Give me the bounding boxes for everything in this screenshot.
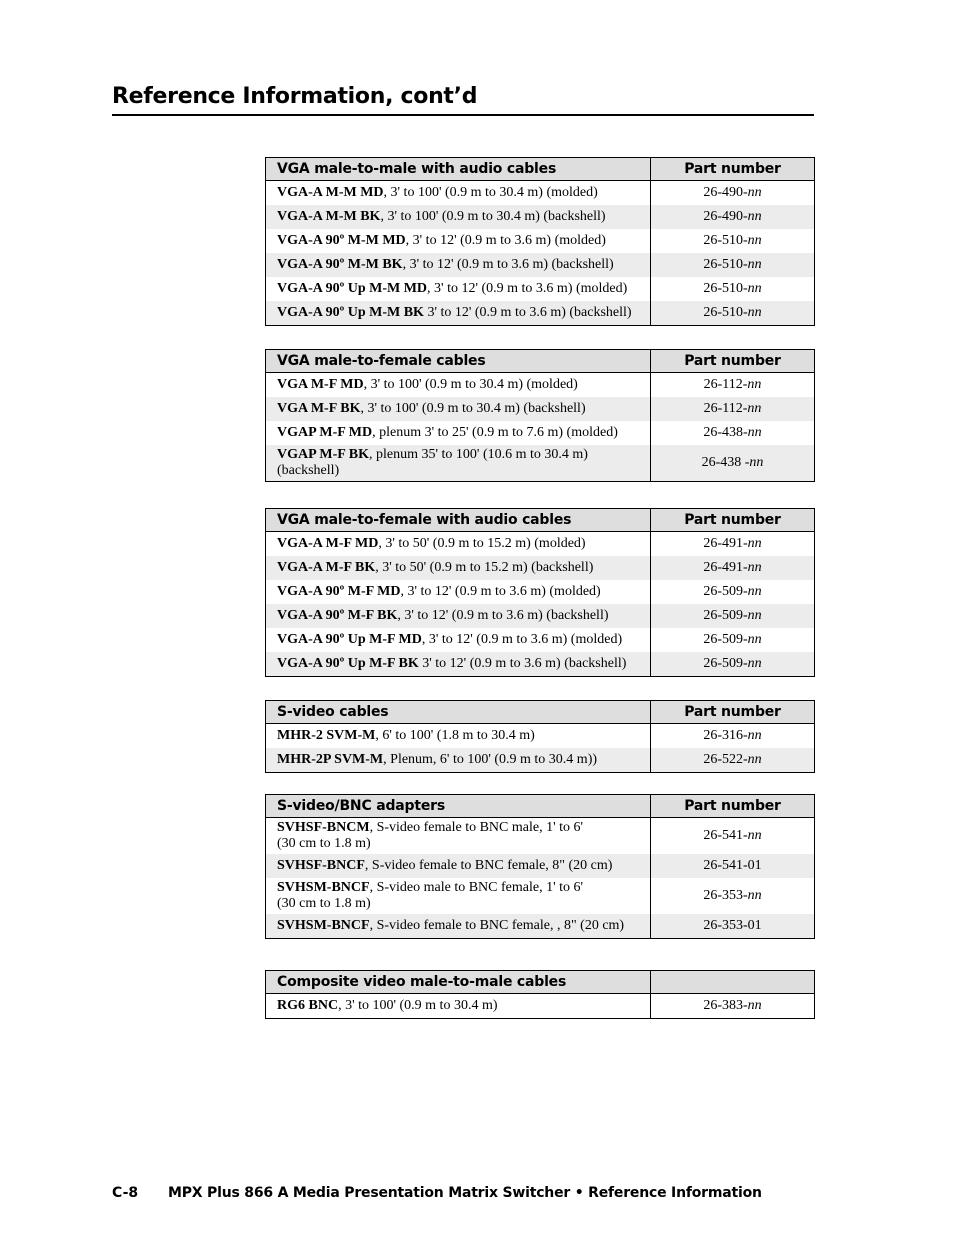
model-description: , S-video female to BNC female, 8" (20 cm) [364, 858, 613, 873]
model-name: VGA-A 90º Up M-M BK [277, 305, 424, 320]
model-description: , S-video male to BNC female, 1' to 6' [369, 880, 584, 895]
parts-table [265, 970, 815, 1019]
title-rule [112, 114, 814, 116]
part-number-suffix: nn [747, 377, 762, 392]
table-header: VGA male-to-female with audio cables [266, 509, 651, 532]
table-header: S-video cables [266, 701, 651, 724]
cable-description-cell [266, 253, 651, 277]
part-number-suffix: nn [747, 209, 762, 224]
model-description: , 3' to 12' (0.9 m to 3.6 m) (molded) [421, 632, 623, 647]
model-description: , plenum 35' to 100' (10.6 m to 30.4 m) (backshell) [277, 447, 588, 478]
part-number-cell [651, 556, 815, 580]
model-name: VGA-A 90º Up M-F BK [277, 656, 419, 671]
table-row [266, 580, 815, 604]
cable-description-cell [266, 229, 651, 253]
part-number: 26-491- [703, 536, 748, 551]
model-description: , 3' to 12' (0.9 m to 3.6 m) (backshell) [402, 257, 614, 272]
cable-description-cell [266, 628, 651, 652]
part-number-suffix: nn [747, 728, 762, 743]
part-number-header: Part number [651, 795, 815, 818]
part-number-cell [651, 914, 815, 939]
model-description: , 3' to 100' (0.9 m to 30.4 m) (molded) [383, 185, 598, 200]
part-number-cell [651, 604, 815, 628]
table-row [266, 373, 815, 398]
part-number-cell [651, 878, 815, 914]
part-number-suffix: nn [747, 560, 762, 575]
table-header: Composite video male-to-male cables [266, 971, 651, 994]
part-number-cell [651, 628, 815, 652]
model-description: , 3' to 12' (0.9 m to 3.6 m) (molded) [400, 584, 601, 599]
cable-description-cell [266, 301, 651, 326]
model-name: VGA-A 90º M-F MD [277, 584, 401, 599]
part-number-suffix: nn [747, 257, 762, 272]
cable-description-cell [266, 854, 651, 878]
table-header: VGA male-to-female cables [266, 350, 651, 373]
part-number-cell [651, 580, 815, 604]
model-name: MHR-2P SVM-M [277, 752, 384, 767]
part-number-suffix: nn [747, 401, 762, 416]
model-name: VGA M-F MD [277, 377, 364, 392]
model-name: VGA M-F BK [277, 401, 361, 416]
part-number-cell [651, 397, 815, 421]
part-number-suffix: nn [747, 305, 762, 320]
part-number: 26-316- [703, 728, 748, 743]
table-header: S-video/BNC adapters [266, 795, 651, 818]
table-row [266, 628, 815, 652]
model-name: VGA-A 90º M-F BK [277, 608, 398, 623]
part-number: 26-353- [703, 888, 748, 903]
model-name: VGA-A 90º Up M-M MD [277, 281, 428, 296]
part-number-cell [651, 277, 815, 301]
model-name: SVHSM-BNCF [277, 918, 370, 933]
cable-description-cell [266, 373, 651, 398]
part-number-cell [651, 229, 815, 253]
table-row [266, 277, 815, 301]
page-title: Reference Information, cont’d [112, 84, 478, 109]
model-description: , 3' to 12' (0.9 m to 3.6 m) (backshell) [397, 608, 609, 623]
part-number-cell [651, 301, 815, 326]
part-number-suffix: nn [749, 455, 764, 470]
model-description: , S-video female to BNC male, 1' to 6' [369, 820, 584, 835]
part-number: 26-490- [703, 209, 748, 224]
part-number: 26-383- [703, 998, 748, 1013]
part-number: 26-491- [703, 560, 748, 575]
part-number-suffix: nn [747, 752, 762, 767]
part-number: 26-509- [703, 584, 748, 599]
model-description: , 3' to 12' (0.9 m to 3.6 m) (molded) [427, 281, 628, 296]
part-number-cell [651, 445, 815, 482]
model-name: VGA-A 90º M-M MD [277, 233, 406, 248]
model-name: MHR-2 SVM-M [277, 728, 376, 743]
parts-table [265, 700, 815, 773]
table-row [266, 397, 815, 421]
table-row [266, 205, 815, 229]
model-name: RG6 BNC [277, 998, 339, 1013]
cable-description-cell [266, 748, 651, 773]
cable-description-cell [266, 994, 651, 1019]
part-number: 26-510- [703, 305, 748, 320]
part-number-cell [651, 818, 815, 855]
model-name: VGAP M-F BK [277, 447, 370, 462]
table-row [266, 604, 815, 628]
part-number: 26-510- [703, 257, 748, 272]
model-description: , 3' to 50' (0.9 m to 15.2 m) (molded) [378, 536, 586, 551]
table-row [266, 556, 815, 580]
cable-description-cell [266, 580, 651, 604]
model-description-line2: (30 cm to 1.8 m) [277, 896, 371, 911]
model-name: VGAP M-F MD [277, 425, 373, 440]
model-name: VGA-A M-F BK [277, 560, 376, 575]
model-description: , S-video female to BNC female, , 8" (20 cm) [369, 918, 625, 933]
part-number-cell [651, 652, 815, 677]
part-number: 26-438 - [701, 455, 750, 470]
part-number-suffix: nn [747, 584, 762, 599]
model-description: , 6' to 100' (1.8 m to 30.4 m) [375, 728, 535, 743]
cable-description-cell [266, 277, 651, 301]
part-number-header: Part number [651, 350, 815, 373]
part-number-suffix: nn [747, 185, 762, 200]
cable-description-cell [266, 878, 651, 914]
model-name: VGA-A M-F MD [277, 536, 379, 551]
parts-table [265, 508, 815, 677]
table-header: VGA male-to-male with audio cables [266, 158, 651, 181]
table-row [266, 445, 815, 482]
part-number-suffix: nn [747, 425, 762, 440]
part-number-suffix: nn [747, 998, 762, 1013]
cable-description-cell [266, 604, 651, 628]
model-name: VGA-A 90º M-M BK [277, 257, 403, 272]
part-number: 26-541-01 [703, 858, 762, 873]
table-row [266, 994, 815, 1019]
part-number-cell [651, 373, 815, 398]
model-description: 3' to 12' (0.9 m to 3.6 m) (backshell) [418, 656, 627, 671]
part-number-cell [651, 181, 815, 206]
cable-description-cell [266, 445, 651, 482]
model-description: , 3' to 100' (0.9 m to 30.4 m) [338, 998, 498, 1013]
table-row [266, 253, 815, 277]
part-number: 26-438- [703, 425, 748, 440]
table-row [266, 748, 815, 773]
model-name: SVHSF-BNCF [277, 858, 365, 873]
model-name: VGA-A M-M BK [277, 209, 381, 224]
footer-page-number: C-8 [112, 1185, 139, 1201]
model-description: , plenum 3' to 25' (0.9 m to 7.6 m) (molded) [372, 425, 618, 440]
table-row [266, 421, 815, 445]
table-row [266, 878, 815, 914]
part-number-cell [651, 532, 815, 557]
part-number-suffix: nn [747, 608, 762, 623]
table-row [266, 652, 815, 677]
part-number-cell [651, 421, 815, 445]
parts-table [265, 157, 815, 326]
part-number-suffix: nn [747, 828, 762, 843]
part-number-header: Part number [651, 509, 815, 532]
part-number-suffix: nn [747, 656, 762, 671]
cable-description-cell [266, 556, 651, 580]
part-number: 26-509- [703, 608, 748, 623]
cable-description-cell [266, 652, 651, 677]
part-number-suffix: nn [747, 233, 762, 248]
part-number: 26-541- [703, 828, 748, 843]
cable-description-cell [266, 397, 651, 421]
table-row [266, 229, 815, 253]
part-number: 26-112- [703, 401, 748, 416]
part-number-suffix: nn [747, 888, 762, 903]
part-number: 26-509- [703, 632, 748, 647]
model-description: , 3' to 100' (0.9 m to 30.4 m) (backshell) [380, 209, 606, 224]
model-description: , 3' to 12' (0.9 m to 3.6 m) (molded) [405, 233, 606, 248]
model-name: SVHSM-BNCF [277, 880, 370, 895]
table-row [266, 724, 815, 749]
table-row [266, 301, 815, 326]
part-number-header [651, 971, 815, 994]
cable-description-cell [266, 205, 651, 229]
cable-description-cell [266, 181, 651, 206]
part-number: 26-522- [703, 752, 748, 767]
table-row [266, 181, 815, 206]
part-number-suffix: nn [747, 281, 762, 296]
model-name: SVHSF-BNCM [277, 820, 370, 835]
part-number-suffix: nn [747, 632, 762, 647]
model-name: VGA-A M-M MD [277, 185, 384, 200]
table-row [266, 818, 815, 855]
cable-description-cell [266, 532, 651, 557]
part-number-cell [651, 205, 815, 229]
model-description: , 3' to 100' (0.9 m to 30.4 m) (backshell) [360, 401, 586, 416]
parts-table [265, 794, 815, 939]
model-description: , Plenum, 6' to 100' (0.9 m to 30.4 m)) [383, 752, 598, 767]
part-number-suffix: nn [747, 536, 762, 551]
model-description: , 3' to 100' (0.9 m to 30.4 m) (molded) [363, 377, 578, 392]
part-number: 26-509- [703, 656, 748, 671]
part-number-cell [651, 253, 815, 277]
cable-description-cell [266, 818, 651, 855]
part-number-cell [651, 724, 815, 749]
table-row [266, 532, 815, 557]
table-row [266, 854, 815, 878]
footer-text: MPX Plus 866 A Media Presentation Matrix Switcher • Reference Information [168, 1185, 762, 1201]
part-number-cell [651, 748, 815, 773]
table-row [266, 914, 815, 939]
model-description-line2: (30 cm to 1.8 m) [277, 836, 371, 851]
part-number: 26-510- [703, 233, 748, 248]
part-number: 26-510- [703, 281, 748, 296]
part-number-cell [651, 994, 815, 1019]
model-description: , 3' to 50' (0.9 m to 15.2 m) (backshell) [375, 560, 594, 575]
cable-description-cell [266, 421, 651, 445]
cable-description-cell [266, 914, 651, 939]
part-number-header: Part number [651, 158, 815, 181]
part-number: 26-112- [703, 377, 748, 392]
part-number: 26-490- [703, 185, 748, 200]
parts-table [265, 349, 815, 482]
part-number-header: Part number [651, 701, 815, 724]
part-number: 26-353-01 [703, 918, 762, 933]
cable-description-cell [266, 724, 651, 749]
model-name: VGA-A 90º Up M-F MD [277, 632, 422, 647]
model-description: 3' to 12' (0.9 m to 3.6 m) (backshell) [423, 305, 632, 320]
part-number-cell [651, 854, 815, 878]
